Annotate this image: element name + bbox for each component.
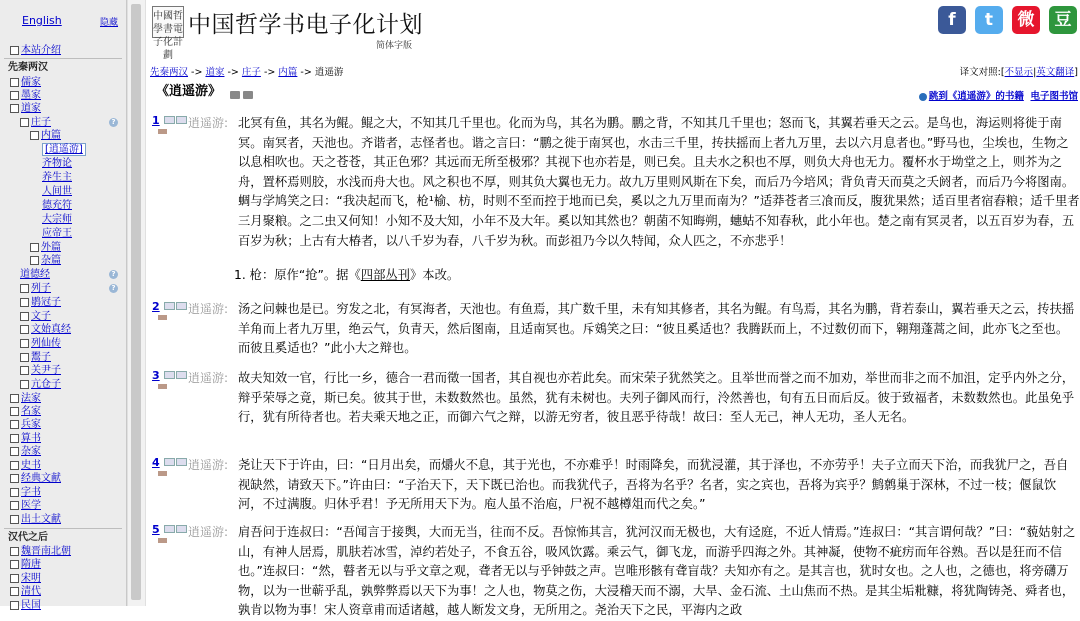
sidebar-item[interactable]	[20, 116, 51, 129]
paragraph-tools	[164, 371, 188, 390]
breadcrumb-sep: ->	[297, 67, 315, 78]
sidebar-item-label[interactable]: 法家	[21, 393, 41, 404]
sidebar-item-label[interactable]: 兵家	[21, 419, 41, 430]
sidebar-item-label[interactable]: 墨家	[21, 90, 41, 101]
sidebar-item[interactable]	[42, 143, 86, 156]
breadcrumb	[150, 64, 343, 78]
expand-toggle-icon[interactable]	[30, 243, 39, 252]
weibo-icon[interactable]: 微	[1012, 6, 1040, 34]
sidebar-item[interactable]	[10, 558, 41, 571]
paragraph-tools	[164, 302, 188, 321]
sidebar-item-label[interactable]: 应帝王	[42, 228, 72, 239]
chapter-label: 逍遥游:	[188, 525, 229, 539]
sidebar-item-label[interactable]: 文始真经	[31, 324, 71, 335]
expand-toggle-icon[interactable]	[10, 574, 19, 583]
sidebar-item[interactable]	[20, 378, 61, 391]
site-title: 中国哲学书电子化计划	[188, 12, 423, 38]
link-icon[interactable]	[176, 116, 187, 124]
sidebar-item[interactable]	[10, 545, 71, 558]
paragraph-text: 汤之问棘也是已。穷发之北，有冥海者，天池也。有鱼焉，其广数千里，未有知其修者，其名为鲲。有鸟焉，其名为鹏，背若泰山，翼若垂天之云，抟扶摇羊角而上者九万里，绝云气，负青天，然后图南，且适南冥也。斥鴳笑之曰：“彼且奚适也？我腾跃而上，不过数仞而下，翱翔蓬蒿之间，此亦飞之至也。而彼且奚适也？”此小大之辩也。	[238, 302, 1075, 356]
expand-toggle-icon[interactable]	[10, 447, 19, 456]
sidebar-item-label[interactable]: 儒家	[21, 77, 41, 88]
parallel-icon[interactable]	[158, 471, 167, 476]
sidebar-item[interactable]	[30, 129, 61, 142]
breadcrumb-item[interactable]: 庄子	[241, 67, 261, 78]
expand-toggle-icon[interactable]	[20, 353, 29, 362]
help-icon[interactable]: ?	[109, 270, 118, 279]
expand-toggle-icon[interactable]	[10, 91, 19, 100]
chapter-label: 逍遥游:	[188, 371, 229, 385]
sidebar-item[interactable]	[10, 392, 41, 405]
expand-toggle-icon[interactable]	[10, 407, 19, 416]
page-title: 《逍遥游》	[156, 84, 222, 99]
sidebar-item[interactable]	[42, 227, 72, 240]
sidebar-item[interactable]	[10, 89, 41, 102]
sidebar-item-label[interactable]: 杂篇	[41, 255, 61, 266]
sidebar-item-label[interactable]: 庄子	[31, 117, 51, 128]
sidebar-item[interactable]	[10, 459, 41, 472]
link-icon[interactable]	[176, 458, 187, 466]
sidebar-item[interactable]	[10, 585, 41, 598]
footnote	[234, 266, 459, 284]
sidebar-item-label[interactable]: 隋唐	[21, 559, 41, 570]
paragraph-tools-2	[156, 537, 167, 545]
sidebar-item-label[interactable]: 德充符	[42, 200, 72, 211]
sidebar-item[interactable]	[10, 432, 41, 445]
breadcrumb-item[interactable]: 内篇	[278, 67, 298, 78]
sidebar-item-label[interactable]: 史书	[21, 460, 41, 471]
book-icon[interactable]	[230, 91, 240, 99]
translation-english-link[interactable]: 英文翻译	[1036, 67, 1075, 78]
expand-toggle-icon[interactable]	[20, 312, 29, 321]
sidebar-item[interactable]	[20, 282, 51, 295]
parallel-icon[interactable]	[158, 384, 167, 389]
footnote-prefix: 1. 枪：原作“抢”。据《	[234, 268, 361, 282]
paragraph-text: 北冥有鱼，其名为鲲。鲲之大，不知其几千里也。化而为鸟，其名为鹏。鹏之背，不知其几千里也；怒而飞，其翼若垂天之云。是鸟也，海运则将徙于南冥。南冥者，天池也。齐谐者，志怪者也。谐之言曰：“鹏之徙于南冥也，水击三千里，抟扶摇而上者九万里，去以六月息者也。”野马也，尘埃也，生物之以息相吹也。天之苍苍，其正色邪？其远而无所至极邪？其视下也亦若是，则已矣。且夫水之积也不厚，则负大舟也无力。覆杯水于坳堂之上，则芥为之舟，置杯焉则胶，水浅而舟大也。风之积也不厚，则其负大翼也无力。故九万里则风斯在下矣，而后乃今培风；背负青天而莫之夭阏者，而后乃今将图南。蜩与学鸠笑之曰：“我决起而飞，枪¹榆、枋，时则不至而控于地而已矣，奚以之九万里而南为？”适莽苍者三飡而反，腹犹果然；适百里者宿舂粮；适千里者三月聚粮。之二虫又何知！小知不及大知，小年不及大年。奚以知其然也？朝菌不知晦朔，蟪蛄不知春秋，此小年也。楚之南有冥灵者，以五百岁为春，五百岁为秋；上古有大椿者，以八千岁为春，八千岁为秋。而彭祖乃今以久特闻，众人匹之，不亦悲乎！	[238, 116, 1080, 248]
library-link[interactable]: 电子图书馆	[1030, 91, 1078, 102]
link-icon[interactable]	[176, 302, 187, 310]
expand-toggle-icon[interactable]	[10, 601, 19, 610]
sidebar-section-heading: 先秦两汉	[8, 62, 48, 73]
expand-toggle-icon[interactable]	[10, 420, 19, 429]
sidebar-item-label[interactable]: 列仙传	[31, 338, 61, 349]
expand-toggle-icon[interactable]	[30, 131, 39, 140]
main-content	[146, 0, 1080, 618]
sidebar-item[interactable]	[10, 513, 61, 526]
sidebar-item-label[interactable]: 魏晋南北朝	[21, 546, 71, 557]
sidebar-item-label[interactable]: 鹖冠子	[31, 297, 61, 308]
site-logo[interactable]: 中國哲學書電子化計劃	[152, 6, 184, 38]
expand-toggle-icon[interactable]	[10, 474, 19, 483]
sidebar-item-label[interactable]: 亢仓子	[31, 379, 61, 390]
breadcrumb-sep: ->	[188, 67, 206, 78]
script-mode: 简体字版	[376, 41, 413, 51]
breadcrumb-sep: ->	[260, 67, 279, 78]
sidebar-item[interactable]	[42, 213, 72, 226]
sidebar-item[interactable]	[10, 599, 41, 612]
sidebar-item-label[interactable]: 杂家	[21, 446, 41, 457]
footnote-source-link[interactable]: 四部丛刊	[360, 268, 410, 282]
sidebar-item-label[interactable]: 道德经	[20, 269, 50, 280]
paragraph-number-link[interactable]: 2	[152, 300, 160, 313]
sidebar-item-label[interactable]: 内篇	[41, 130, 61, 141]
sidebar-item[interactable]	[10, 102, 41, 115]
expand-toggle-icon[interactable]	[10, 501, 19, 510]
sidebar-item-label[interactable]: 算书	[21, 433, 41, 444]
sidebar-item[interactable]	[10, 445, 41, 458]
sidebar-item[interactable]	[42, 199, 72, 212]
sidebar-item-label[interactable]: 清代	[21, 586, 41, 597]
paragraph-number-link[interactable]: 3	[152, 369, 160, 382]
sidebar-item[interactable]	[10, 418, 41, 431]
commentary-icon[interactable]	[164, 458, 175, 466]
sidebar-item[interactable]	[20, 268, 50, 281]
expand-toggle-icon[interactable]	[10, 515, 19, 524]
sidebar-item[interactable]	[10, 486, 41, 499]
link-icon[interactable]	[176, 371, 187, 379]
expand-toggle-icon[interactable]	[10, 560, 19, 569]
sidebar-item-label[interactable]: 名家	[21, 406, 41, 417]
sidebar-item-label[interactable]: [逍遥游]	[42, 143, 86, 156]
expand-toggle-icon[interactable]	[20, 325, 29, 334]
sidebar-item[interactable]	[42, 157, 72, 170]
title-icons	[230, 84, 256, 103]
sidebar-item-label[interactable]: 大宗师	[42, 214, 72, 225]
douban-icon[interactable]: 豆	[1049, 6, 1077, 34]
sidebar-item[interactable]	[20, 364, 61, 377]
expand-toggle-icon[interactable]	[10, 394, 19, 403]
scrollbar-thumb[interactable]	[131, 4, 141, 600]
jump-to-book-link[interactable]: 跳到《逍遥游》的书籍	[928, 91, 1024, 102]
sidebar-item-label[interactable]: 人间世	[42, 186, 72, 197]
sidebar-item-label[interactable]: 民国	[21, 600, 41, 611]
sidebar-item-label[interactable]: 齐物论	[42, 158, 72, 169]
paragraph-tools	[164, 116, 188, 135]
paragraph-number-link[interactable]: 1	[152, 114, 160, 127]
twitter-icon[interactable]: t	[975, 6, 1003, 34]
expand-toggle-icon[interactable]	[10, 46, 19, 55]
commentary-icon[interactable]	[164, 525, 175, 533]
expand-toggle-icon[interactable]	[10, 434, 19, 443]
sidebar-item[interactable]	[10, 572, 41, 585]
sidebar-item-label[interactable]: 外篇	[41, 242, 61, 253]
sidebar-item-label[interactable]: 出土文献	[21, 514, 61, 525]
translation-label: 译文对照:	[959, 67, 1001, 78]
sidebar-item-label[interactable]: 宋明	[21, 573, 41, 584]
sidebar-item[interactable]	[20, 351, 51, 364]
translation-none-link[interactable]: 不显示	[1004, 67, 1034, 78]
sidebar-separator	[4, 528, 122, 529]
sidebar-item-label[interactable]: 列子	[31, 283, 51, 294]
sidebar-section-heading: 汉代之后	[8, 532, 48, 543]
expand-toggle-icon[interactable]	[10, 547, 19, 556]
expand-toggle-icon[interactable]	[20, 284, 29, 293]
sidebar-item[interactable]	[30, 254, 61, 267]
help-icon[interactable]: ?	[109, 118, 118, 127]
sidebar-item[interactable]	[10, 499, 41, 512]
sidebar-item-label[interactable]: 鬻子	[31, 352, 51, 363]
chapter-label: 逍遥游:	[188, 302, 229, 316]
breadcrumb-current: 逍遥游	[314, 67, 344, 78]
paragraph-tools-2	[156, 128, 167, 136]
breadcrumb-item[interactable]: 道家	[205, 67, 225, 78]
sidebar-item[interactable]	[42, 185, 72, 198]
expand-toggle-icon[interactable]	[20, 118, 29, 127]
paragraph-tools	[164, 525, 188, 544]
sidebar-item[interactable]	[42, 171, 72, 184]
expand-toggle-icon[interactable]	[30, 256, 39, 265]
commentary-icon[interactable]	[164, 116, 175, 124]
paragraph-tools-2	[156, 383, 167, 391]
expand-toggle-icon[interactable]	[20, 298, 29, 307]
sidebar-scrollbar[interactable]	[127, 0, 146, 606]
parallel-icon[interactable]	[158, 129, 167, 134]
sidebar-item-label[interactable]: 道家	[21, 103, 41, 114]
expand-toggle-icon[interactable]	[20, 339, 29, 348]
expand-toggle-icon[interactable]	[10, 104, 19, 113]
translation-toggle: 译文对照:[不显示|英文翻译]	[959, 67, 1078, 78]
parallel-icon[interactable]	[158, 538, 167, 543]
paragraph-number-link[interactable]: 4	[152, 456, 160, 469]
jump-links	[919, 88, 1078, 102]
help-icon[interactable]: ?	[109, 284, 118, 293]
paragraph-text: 故夫知效一官，行比一乡，德合一君而徵一国者，其自视也亦若此矣。而宋荣子犹然笑之。且举世而誉之而不加劝，举世而非之而不加沮，定乎内外之分，辩乎荣辱之竟，斯已矣。彼其于世，未数数然也。虽然，犹有未树也。夫列子御风而行，泠然善也，旬有五日而后反。彼于致福者，未数数然也。此虽免乎行，犹有所待者也。若夫乘天地之正，而御六气之辩，以游无穷者，彼且恶乎待哉！故曰：至人无己，神人无功，圣人无名。	[238, 371, 1075, 425]
sidebar-top	[0, 0, 126, 36]
paragraph-tools	[164, 458, 188, 477]
english-link[interactable]: English	[22, 14, 62, 27]
sidebar-item-label[interactable]: 字书	[21, 487, 41, 498]
sidebar-item[interactable]	[20, 296, 61, 309]
expand-toggle-icon[interactable]	[10, 461, 19, 470]
sidebar	[0, 0, 127, 611]
sidebar-item[interactable]	[10, 405, 41, 418]
link-icon[interactable]	[176, 525, 187, 533]
breadcrumb-sep: ->	[224, 67, 242, 78]
sidebar-item-label[interactable]: 本站介绍	[21, 45, 61, 56]
expand-toggle-icon[interactable]	[10, 587, 19, 596]
chapter-label: 逍遥游:	[188, 116, 229, 130]
sidebar-item[interactable]	[20, 337, 61, 350]
chapter-label: 逍遥游:	[188, 458, 229, 472]
sidebar-item-label[interactable]: 关尹子	[31, 365, 61, 376]
print-icon[interactable]	[243, 91, 253, 99]
sidebar-separator	[4, 58, 122, 59]
commentary-icon[interactable]	[164, 302, 175, 310]
sidebar-item-label[interactable]: 经典文献	[21, 473, 61, 484]
paragraph-tools-2	[156, 314, 167, 322]
paragraph-number-link[interactable]: 5	[152, 523, 160, 536]
expand-toggle-icon[interactable]	[20, 366, 29, 375]
parallel-icon[interactable]	[158, 315, 167, 320]
breadcrumb-item[interactable]: 先秦两汉	[150, 67, 189, 78]
hide-sidebar-link[interactable]: 隐藏	[100, 18, 119, 28]
expand-toggle-icon[interactable]	[10, 78, 19, 87]
sidebar-item[interactable]	[20, 310, 51, 323]
expand-toggle-icon[interactable]	[20, 380, 29, 389]
paragraph-tools-2	[156, 470, 167, 478]
sidebar-item[interactable]	[10, 472, 61, 485]
commentary-icon[interactable]	[164, 371, 175, 379]
sidebar-item[interactable]	[20, 323, 71, 336]
footnote-suffix: 》本改。	[409, 268, 460, 282]
arrow-icon	[919, 93, 927, 101]
sidebar-item[interactable]	[10, 76, 41, 89]
sidebar-item[interactable]	[10, 44, 61, 57]
paragraph-text: 尧让天下于许由，曰：“日月出矣，而爝火不息，其于光也，不亦难乎！时雨降矣，而犹浸灌，其于泽也，不亦劳乎！夫子立而天下治，而我犹尸之，吾自视缺然，请致天下。”许由曰：“子治天下，天下既已治也。而我犹代子，吾将为名乎？名者，实之宾也，吾将为宾乎？鹪鹩巢于深林，不过一枝；偃鼠饮河，不过满腹。归休乎君！予无所用天下为。庖人虽不治庖，尸祝不越樽俎而代之矣。”	[238, 458, 1069, 512]
sidebar-item-label[interactable]: 文子	[31, 311, 51, 322]
facebook-icon[interactable]: f	[938, 6, 966, 34]
expand-toggle-icon[interactable]	[10, 488, 19, 497]
paragraph-text: 肩吾问于连叔曰：“吾闻言于接舆，大而无当，往而不反。吾惊怖其言，犹河汉而无极也，大有迳庭，不近人情焉。”连叔曰：“其言谓何哉？”曰：“藐姑射之山，有神人居焉，肌肤若冰雪，淖约若处子，不食五谷，吸风饮露。乘云气，御飞龙，而游乎四海之外。其神凝，使物不疵疠而年谷熟。吾以是狂而不信也。”连叔曰：“然，瞽者无以与乎文章之观，聋者无以与乎钟鼓之声。岂唯形骸有聋盲哉？夫知亦有之。是其言也，犹时女也。之人也，之德也，将旁礴万物，以为一世蕲乎乱，孰弊弊焉以天下为事！之人也，物莫之伤，大浸稽天而不溺，大旱、金石流、土山焦而不热。是其尘垢粃糠，将犹陶铸尧、舜者也，孰肯以物为事！宋人资章甫而适诸越，越人断发文身，无所用之。尧治天下之民，平海内之政	[238, 525, 1076, 618]
sidebar-item-label[interactable]: 医学	[21, 500, 41, 511]
sidebar-item[interactable]	[30, 241, 61, 254]
sidebar-item-label[interactable]: 养生主	[42, 172, 72, 183]
